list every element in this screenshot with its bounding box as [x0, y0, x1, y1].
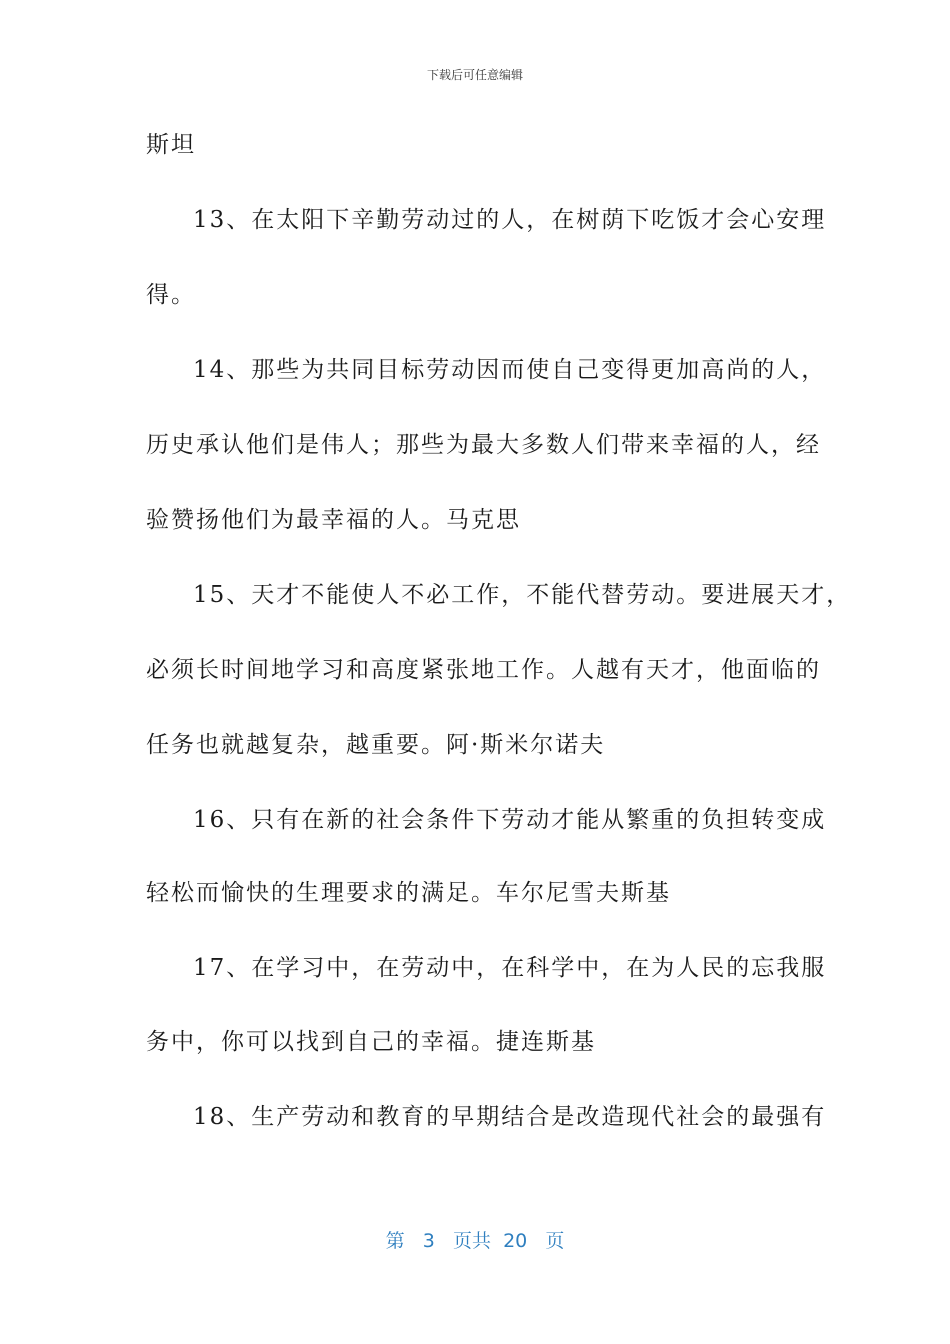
footer-middle: 页共	[452, 1230, 491, 1252]
text-line: 15、天才不能使人不必工作，不能代替劳动。要进展天才，	[193, 582, 852, 608]
page-number-footer	[0, 1226, 950, 1253]
footer-prefix: 第	[385, 1230, 405, 1252]
text-line: 斯坦	[146, 132, 196, 158]
footer-suffix: 页	[545, 1230, 565, 1252]
text-line: 得。	[146, 282, 196, 308]
total-page-count: 20	[503, 1230, 528, 1252]
text-line: 必须长时间地学习和高度紧张地工作。人越有天才，他面临的	[146, 657, 821, 683]
current-page-number: 3	[422, 1230, 435, 1252]
text-line: 18、生产劳动和教育的早期结合是改造现代社会的最强有	[193, 1104, 827, 1130]
page-header: 下载后可任意编辑	[426, 68, 523, 82]
text-line: 13、在太阳下辛勤劳动过的人，在树荫下吃饭才会心安理	[193, 207, 827, 233]
text-line: 17、在学习中，在劳动中，在科学中，在为人民的忘我服	[193, 955, 827, 981]
text-line: 务中，你可以找到自己的幸福。捷连斯基	[146, 1029, 596, 1055]
text-line: 历史承认他们是伟人；那些为最大多数人们带来幸福的人，经	[146, 432, 821, 458]
text-line: 16、只有在新的社会条件下劳动才能从繁重的负担转变成	[193, 807, 827, 833]
text-line: 验赞扬他们为最幸福的人。马克思	[146, 507, 521, 533]
text-line: 轻松而愉快的生理要求的满足。车尔尼雪夫斯基	[146, 880, 671, 906]
text-line: 14、那些为共同目标劳动因而使自己变得更加高尚的人，	[193, 357, 827, 383]
text-line: 任务也就越复杂，越重要。阿·斯米尔诺夫	[146, 732, 606, 758]
